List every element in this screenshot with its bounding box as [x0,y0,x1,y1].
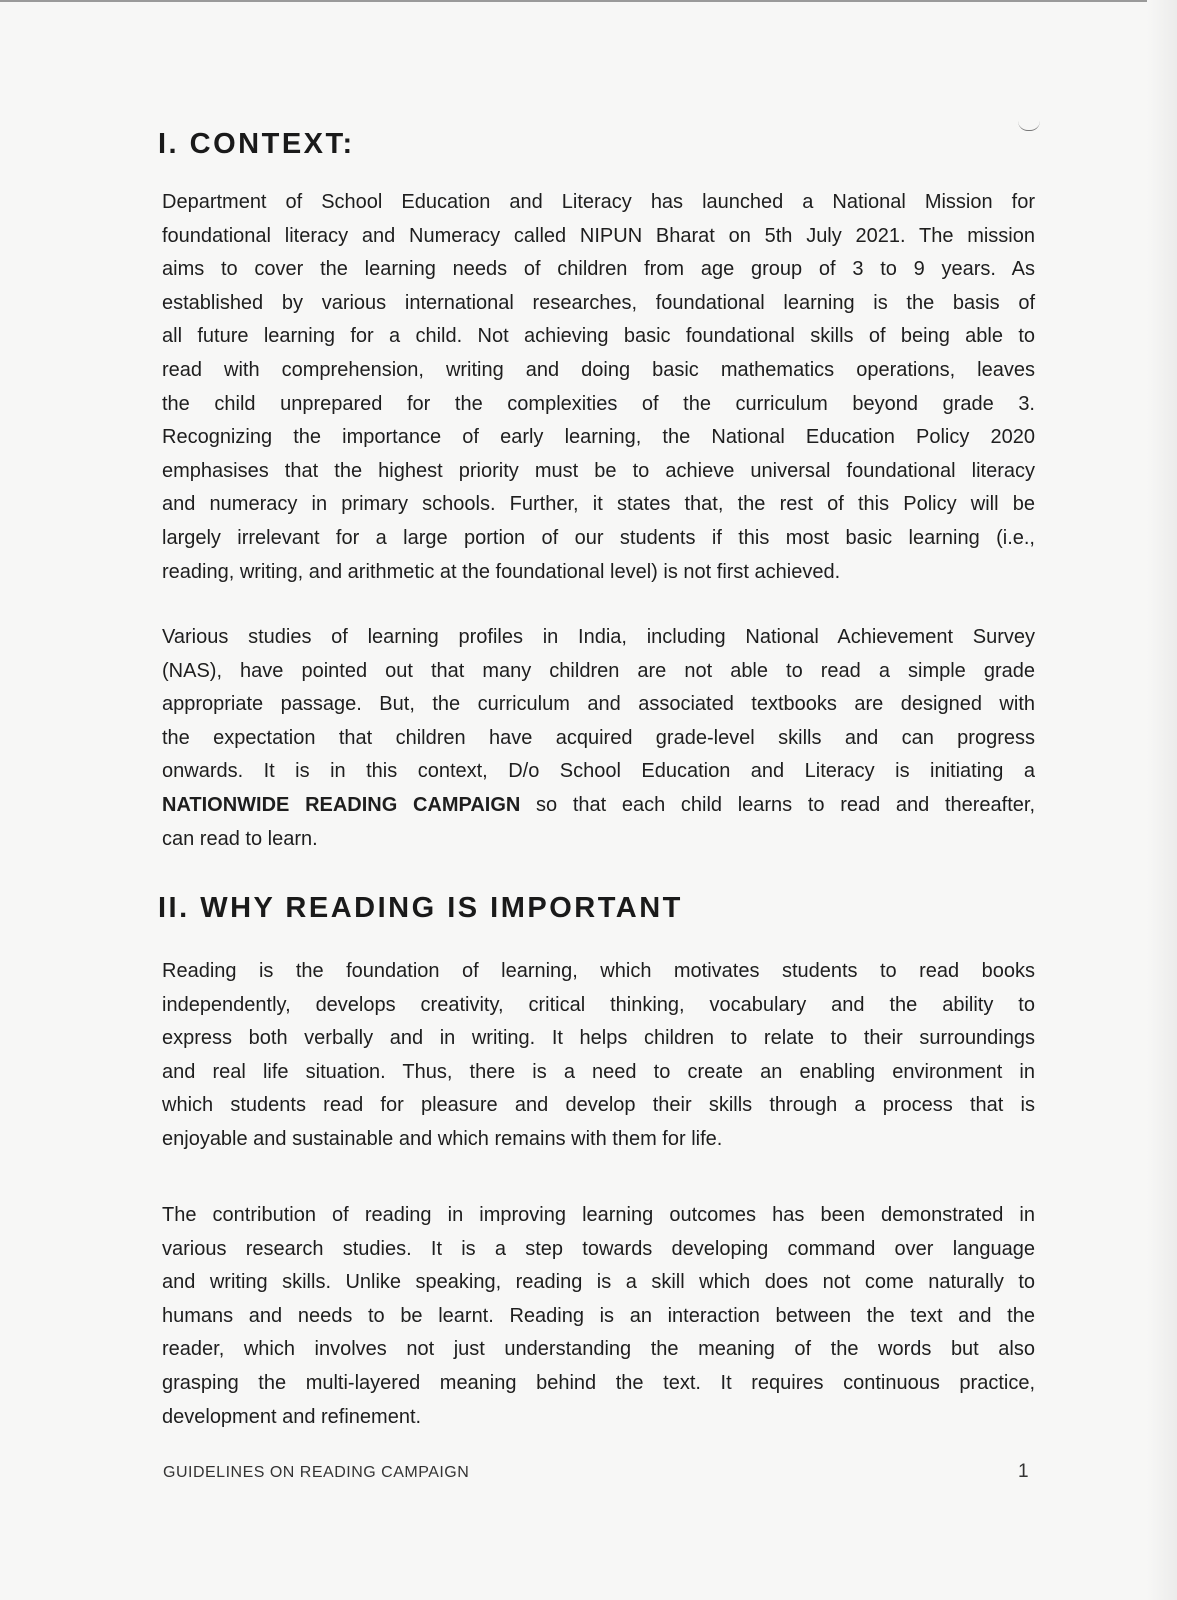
paragraph-line: established by various international researches, foundational learning is the basis of [162,291,1035,314]
paragraph-line: humans and needs to be learnt. Reading is an interaction between the text and the [162,1304,1035,1327]
campaign-name: NATIONWIDE READING CAMPAIGN [162,793,521,816]
paragraph-line: foundational literacy and Numeracy called NIPUN Bharat on 5th July 2021. The mission [162,224,1035,247]
scan-edge [0,0,1177,2]
paragraph-line: emphasises that the highest priority must be to achieve universal foundational literacy [162,459,1035,482]
paragraph-context-1 [162,186,1035,589]
paragraph-why-reading-1 [162,955,1035,1157]
paragraph-line: read with comprehension, writing and doing basic mathematics operations, leaves [162,358,1035,381]
paragraph-line: (NAS), have pointed out that many children are not able to read a simple grade [162,659,1035,682]
paragraph-line: reader, which involves not just understanding the meaning of the words but also [162,1338,1035,1361]
paragraph-line: express both verbally and in writing. It helps children to relate to their surroundings [162,1027,1035,1050]
paragraph-line: can read to learn. [162,827,318,850]
paragraph-line: Reading is the foundation of learning, which motivates students to read books [162,960,1035,982]
paragraph-line: the expectation that children have acquired grade-level skills and can progress [162,726,1035,749]
paragraph-line: aims to cover the learning needs of children from age group of 3 to 9 years. As [162,258,1035,281]
scan-mark [1018,118,1040,131]
paragraph-line: and real life situation. Thus, there is a need to create an enabling environment in [162,1060,1035,1083]
paragraph-line: NATIONWIDE READING CAMPAIGN so that each child learns to read and thereafter, [162,793,1036,816]
paragraph-line: enjoyable and sustainable and which remains with them for life. [162,1127,723,1150]
paragraph-line: Recognizing the importance of early learning, the National Education Policy 2020 [162,426,1035,449]
paragraph-line: development and refinement. [162,1405,422,1428]
paragraph-line: independently, develops creativity, critical thinking, vocabulary and the ability to [162,993,1035,1016]
scan-shadow [1147,0,1177,1600]
paragraph-line: Various studies of learning profiles in India, including National Achievement Survey [162,626,1035,648]
section-heading-why-reading: II. WHY READING IS IMPORTANT [158,892,683,924]
paragraph-line: grasping the multi-layered meaning behind the text. It requires continuous practice, [162,1371,1035,1394]
footer-title: GUIDELINES ON READING CAMPAIGN [163,1464,470,1481]
paragraph-line: and writing skills. Unlike speaking, reading is a skill which does not come naturally to [162,1271,1035,1294]
paragraph-why-reading-2 [162,1199,1035,1434]
paragraph-line: appropriate passage. But, the curriculum and associated textbooks are designed with [162,693,1035,716]
paragraph-line: which students read for pleasure and develop their skills through a process that is [162,1094,1035,1117]
paragraph-line: reading, writing, and arithmetic at the foundational level) is not first achieved. [162,560,841,583]
paragraph-line: Department of School Education and Literacy has launched a National Mission for [162,191,1035,213]
paragraph-line: onwards. It is in this context, D/o School Education and Literacy is initiating a [162,760,1035,783]
paragraph-context-2 [162,621,1035,856]
paragraph-line: and numeracy in primary schools. Further, it states that, the rest of this Policy will be [162,493,1035,516]
section-heading-context: I. CONTEXT: [158,128,355,160]
paragraph-line: the child unprepared for the complexities of the curriculum beyond grade 3. [162,392,1035,415]
paragraph-line: The contribution of reading in improving learning outcomes has been demonstrated in [162,1204,1035,1226]
page-number: 1 [1018,1461,1029,1482]
paragraph-line: largely irrelevant for a large portion of our students if this most basic learning (i.e., [162,526,1035,549]
paragraph-line: all future learning for a child. Not achieving basic foundational skills of being able to [162,325,1035,348]
paragraph-line: various research studies. It is a step towards developing command over language [162,1237,1035,1260]
